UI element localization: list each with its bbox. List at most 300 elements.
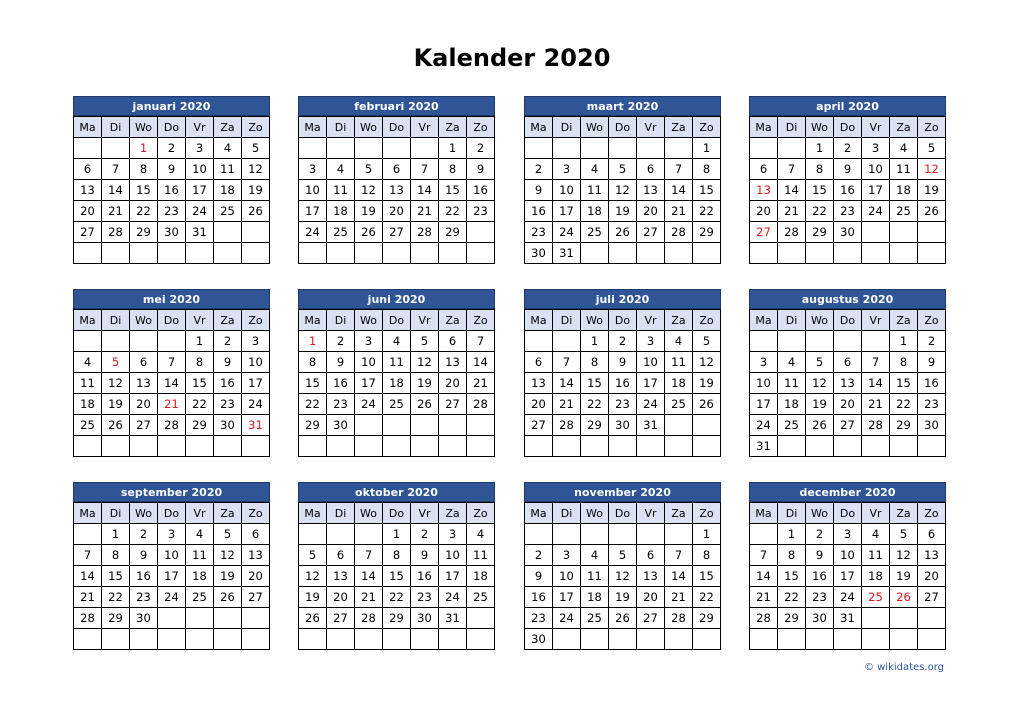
day-cell: 22 [778,587,806,608]
week-row [750,222,946,243]
day-cell: 27 [834,415,862,436]
day-cell: 2 [327,331,355,352]
weekday-label: Ma [299,310,327,331]
weekday-label: Vr [637,503,665,524]
day-cell: 17 [242,373,270,394]
day-cell: 2 [130,524,158,545]
day-cell: 27 [637,222,665,243]
day-cell: 26 [355,222,383,243]
day-cell: 31 [750,436,778,457]
day-cell [834,436,862,457]
day-cell: 14 [665,180,693,201]
month-table [73,116,270,264]
day-cell: 16 [467,180,495,201]
weekday-label: Za [214,117,242,138]
month-header: juni 2020 [298,289,495,309]
day-cell: 3 [553,545,581,566]
day-cell: 29 [581,415,609,436]
day-cell: 8 [693,545,721,566]
day-cell: 2 [214,331,242,352]
weekday-row [299,503,495,524]
day-cell: 22 [186,394,214,415]
week-row [525,201,721,222]
day-cell: 24 [355,394,383,415]
day-cell: 19 [214,566,242,587]
day-cell: 5 [214,524,242,545]
month-block [73,96,270,264]
day-cell: 3 [186,138,214,159]
day-cell: 1 [806,138,834,159]
day-cell [581,629,609,650]
weekday-label: Do [158,503,186,524]
day-cell: 22 [130,201,158,222]
weekday-row [750,117,946,138]
day-cell: 25 [665,394,693,415]
day-cell: 7 [74,545,102,566]
week-row [299,201,495,222]
day-cell: 13 [439,352,467,373]
weekday-label: Do [383,503,411,524]
day-cell [214,629,242,650]
day-cell: 24 [637,394,665,415]
month-block [73,482,270,650]
day-cell: 30 [525,629,553,650]
weekday-label: Do [383,310,411,331]
day-cell: 14 [158,373,186,394]
day-cell: 8 [806,159,834,180]
weekday-label: Vr [862,117,890,138]
day-cell: 23 [214,394,242,415]
day-cell: 19 [918,180,946,201]
day-cell: 19 [102,394,130,415]
day-cell: 3 [158,524,186,545]
day-cell: 21 [750,587,778,608]
week-row [299,180,495,201]
day-cell [525,524,553,545]
day-cell: 2 [411,524,439,545]
week-row [74,524,270,545]
month-table [524,309,721,457]
day-cell: 29 [890,415,918,436]
week-row [74,545,270,566]
day-cell [186,608,214,629]
day-cell: 21 [355,587,383,608]
week-row [74,587,270,608]
week-row [74,138,270,159]
day-cell: 12 [411,352,439,373]
day-cell: 12 [214,545,242,566]
weekday-label: Ma [750,503,778,524]
weekday-label: Di [102,503,130,524]
day-cell: 30 [806,608,834,629]
month-block [524,96,721,264]
day-cell [862,222,890,243]
day-cell: 22 [806,201,834,222]
week-row [74,243,270,264]
month-header: april 2020 [749,96,946,116]
week-row [525,243,721,264]
month-header: september 2020 [73,482,270,502]
day-cell [525,331,553,352]
week-row [299,352,495,373]
day-cell: 13 [834,373,862,394]
day-cell: 9 [525,180,553,201]
day-cell: 12 [242,159,270,180]
month-table [298,116,495,264]
day-cell: 10 [299,180,327,201]
weekday-label: Di [327,503,355,524]
day-cell: 11 [74,373,102,394]
week-row [525,608,721,629]
weekday-label: Do [383,117,411,138]
day-cell [355,243,383,264]
day-cell: 25 [581,222,609,243]
day-cell [130,436,158,457]
month-block [298,482,495,650]
day-cell [890,222,918,243]
day-cell [834,629,862,650]
day-cell: 12 [102,373,130,394]
weekday-label: Vr [862,310,890,331]
day-cell: 21 [862,394,890,415]
weekday-label: Do [834,503,862,524]
weekday-label: Di [778,117,806,138]
day-cell: 7 [102,159,130,180]
day-cell: 9 [918,352,946,373]
day-cell: 5 [411,331,439,352]
day-cell [553,629,581,650]
week-row [750,394,946,415]
day-cell: 15 [778,566,806,587]
day-cell: 2 [609,331,637,352]
week-row [750,331,946,352]
day-cell [158,608,186,629]
day-cell: 17 [158,566,186,587]
weekday-label: Do [834,117,862,138]
week-row [74,436,270,457]
day-cell [214,222,242,243]
day-cell [411,138,439,159]
month-table [298,502,495,650]
day-cell: 5 [890,524,918,545]
day-cell [327,436,355,457]
day-cell: 9 [158,159,186,180]
day-cell: 1 [102,524,130,545]
day-cell: 2 [834,138,862,159]
day-cell: 17 [355,373,383,394]
week-row [525,629,721,650]
day-cell: 2 [918,331,946,352]
weekday-label: Wo [130,310,158,331]
day-cell: 22 [581,394,609,415]
day-cell: 4 [778,352,806,373]
day-cell: 21 [158,394,186,415]
day-cell [186,436,214,457]
day-cell: 23 [806,587,834,608]
weekday-label: Vr [186,117,214,138]
day-cell: 21 [778,201,806,222]
weekday-label: Do [609,117,637,138]
day-cell [74,524,102,545]
day-cell [130,331,158,352]
day-cell [862,608,890,629]
day-cell: 27 [918,587,946,608]
day-cell: 17 [553,587,581,608]
day-cell [834,331,862,352]
day-cell: 8 [581,352,609,373]
day-cell: 26 [214,587,242,608]
day-cell [525,436,553,457]
day-cell [242,222,270,243]
day-cell: 14 [862,373,890,394]
day-cell: 23 [525,608,553,629]
day-cell [750,524,778,545]
day-cell [74,436,102,457]
day-cell: 11 [467,545,495,566]
day-cell [665,524,693,545]
day-cell: 12 [299,566,327,587]
day-cell: 18 [186,566,214,587]
day-cell: 23 [918,394,946,415]
day-cell: 24 [553,608,581,629]
week-row [74,331,270,352]
day-cell: 10 [553,180,581,201]
weekday-row [299,310,495,331]
day-cell: 11 [778,373,806,394]
day-cell [778,629,806,650]
weekday-row [750,503,946,524]
day-cell: 3 [553,159,581,180]
day-cell [862,629,890,650]
day-cell: 6 [327,545,355,566]
day-cell [553,138,581,159]
day-cell: 26 [242,201,270,222]
day-cell [383,629,411,650]
day-cell: 1 [581,331,609,352]
weekday-label: Za [214,310,242,331]
week-row [299,524,495,545]
day-cell: 18 [581,587,609,608]
month-block [298,289,495,457]
day-cell: 8 [439,159,467,180]
day-cell: 24 [158,587,186,608]
week-row [74,373,270,394]
day-cell [665,243,693,264]
day-cell: 12 [918,159,946,180]
day-cell [806,436,834,457]
day-cell: 5 [918,138,946,159]
weekday-row [74,310,270,331]
day-cell [890,243,918,264]
weekday-label: Ma [525,117,553,138]
day-cell: 27 [525,415,553,436]
weekday-label: Zo [918,117,946,138]
day-cell: 2 [806,524,834,545]
day-cell [299,243,327,264]
day-cell: 3 [862,138,890,159]
day-cell: 27 [637,608,665,629]
day-cell: 4 [890,138,918,159]
weekday-label: Za [439,117,467,138]
day-cell: 15 [299,373,327,394]
week-row [74,159,270,180]
day-cell: 6 [750,159,778,180]
month-table [73,502,270,650]
day-cell: 9 [525,566,553,587]
weekday-label: Vr [411,310,439,331]
day-cell [553,331,581,352]
month-header: oktober 2020 [298,482,495,502]
day-cell: 31 [242,415,270,436]
day-cell [750,629,778,650]
week-row [74,201,270,222]
day-cell: 11 [665,352,693,373]
month-header: augustus 2020 [749,289,946,309]
day-cell: 24 [750,415,778,436]
month-header: januari 2020 [73,96,270,116]
day-cell: 13 [130,373,158,394]
day-cell: 11 [214,159,242,180]
day-cell: 20 [637,587,665,608]
weekday-label: Vr [186,310,214,331]
day-cell [74,138,102,159]
weekday-label: Wo [806,117,834,138]
weekday-label: Di [327,310,355,331]
week-row [525,180,721,201]
day-cell [778,331,806,352]
week-row [299,415,495,436]
day-cell: 1 [778,524,806,545]
month-block [298,96,495,264]
day-cell: 15 [581,373,609,394]
day-cell: 27 [242,587,270,608]
day-cell [439,243,467,264]
month-block [749,96,946,264]
day-cell: 22 [890,394,918,415]
day-cell: 7 [411,159,439,180]
day-cell [355,415,383,436]
day-cell: 30 [834,222,862,243]
day-cell: 22 [102,587,130,608]
week-row [750,566,946,587]
day-cell: 24 [834,587,862,608]
day-cell: 17 [637,373,665,394]
day-cell: 7 [355,545,383,566]
day-cell: 30 [411,608,439,629]
day-cell: 20 [918,566,946,587]
day-cell: 26 [693,394,721,415]
day-cell: 12 [609,180,637,201]
day-cell: 23 [467,201,495,222]
week-row [525,222,721,243]
weekday-label: Za [890,117,918,138]
day-cell [355,138,383,159]
weekday-label: Wo [581,117,609,138]
day-cell [327,629,355,650]
day-cell [581,524,609,545]
weekday-label: Di [102,310,130,331]
day-cell: 1 [439,138,467,159]
day-cell [242,629,270,650]
day-cell: 12 [355,180,383,201]
day-cell [665,436,693,457]
weekday-label: Vr [411,503,439,524]
weekday-label: Ma [299,503,327,524]
day-cell: 25 [467,587,495,608]
day-cell: 13 [383,180,411,201]
day-cell: 16 [918,373,946,394]
day-cell [665,629,693,650]
day-cell [299,524,327,545]
weekday-label: Za [665,117,693,138]
day-cell [637,243,665,264]
week-row [750,587,946,608]
day-cell: 21 [102,201,130,222]
weekday-label: Vr [862,503,890,524]
day-cell: 28 [862,415,890,436]
day-cell: 30 [327,415,355,436]
day-cell: 6 [637,159,665,180]
day-cell: 9 [806,545,834,566]
week-row [299,222,495,243]
day-cell: 27 [439,394,467,415]
day-cell: 18 [383,373,411,394]
week-row [525,524,721,545]
day-cell [439,415,467,436]
day-cell: 1 [130,138,158,159]
day-cell: 28 [665,608,693,629]
day-cell: 16 [327,373,355,394]
day-cell: 12 [806,373,834,394]
day-cell [609,524,637,545]
day-cell: 3 [439,524,467,545]
week-row [525,566,721,587]
day-cell: 29 [806,222,834,243]
weekday-label: Zo [467,310,495,331]
day-cell [918,608,946,629]
day-cell: 29 [693,222,721,243]
day-cell [890,629,918,650]
day-cell: 26 [918,201,946,222]
week-row [750,373,946,394]
weekday-label: Di [553,310,581,331]
month-table [524,502,721,650]
day-cell: 14 [553,373,581,394]
weekday-label: Za [439,310,467,331]
day-cell [806,243,834,264]
day-cell: 13 [525,373,553,394]
month-table [749,502,946,650]
week-row [525,394,721,415]
day-cell: 19 [890,566,918,587]
day-cell: 21 [665,587,693,608]
day-cell: 28 [355,608,383,629]
day-cell: 30 [214,415,242,436]
day-cell: 9 [467,159,495,180]
week-row [299,436,495,457]
day-cell: 30 [158,222,186,243]
day-cell: 12 [609,566,637,587]
day-cell: 4 [581,159,609,180]
day-cell: 30 [609,415,637,436]
week-row [750,243,946,264]
week-row [299,566,495,587]
day-cell [242,243,270,264]
day-cell [158,331,186,352]
day-cell [130,629,158,650]
day-cell: 12 [693,352,721,373]
day-cell: 10 [355,352,383,373]
